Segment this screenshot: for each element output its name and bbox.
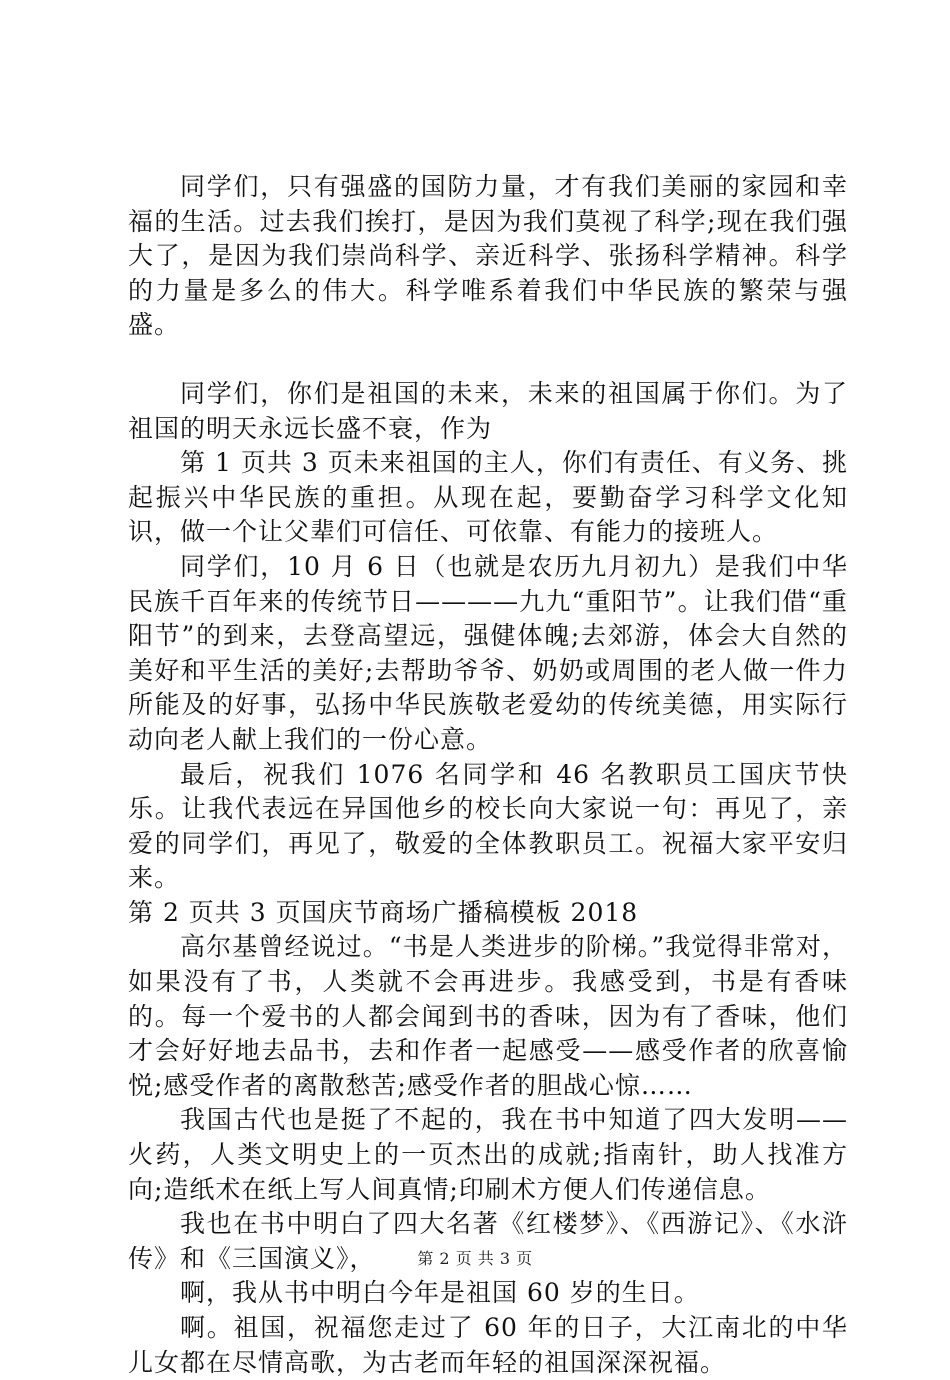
paragraph-national-defense: 同学们，只有强盛的国防力量，才有我们美丽的家园和幸福的生活。过去我们挨打，是因为我们莫视了科学;现在我们强大了，是因为我们崇尚科学、亲近科学、张扬科学精神。科学的力量是多么的伟大。科学唯系着我们中华民族的繁荣与强盛。 [128, 172, 848, 340]
document-body [128, 170, 848, 1380]
page-footer: 第 2 页 共 3 页 [417, 1249, 533, 1268]
paragraph-four-classics: 我也在书中明白了四大名著《红楼梦》、《西游记》、《水浒传》和《三国演义》， [128, 1209, 848, 1273]
paragraph-four-inventions: 我国古代也是挺了不起的，我在书中知道了四大发明——火药，人类文明史上的一页杰出的成就;指南针，助人找准方向;造纸术在纸上写人间真情;印刷术方便人们传递信息。 [128, 1105, 848, 1204]
paragraph-double-ninth-festival: 同学们，10 月 6 日（也就是农历九月初九）是我们中华民族千百年来的传统节日————九九“重阳节”。让我们借“重阳节”的到来，去登高望远，强健体魄;去郊游，体会大自然的美好和平生活的美好;去帮助爷爷、奶奶或周围的老人做一件力所能及的好事，弘扬中华民族敬老爱幼的传统美德，用实际行动向老人献上我们的一份心意。 [128, 551, 848, 754]
paragraph-future-of-motherland: 同学们，你们是祖国的未来，未来的祖国属于你们。为了祖国的明天永远长盛不衰，作为 [128, 378, 848, 443]
paragraph-blessing-motherland: 啊。祖国，祝福您走过了 60 年的日子，大江南北的中华儿女都在尽情高歌，为古老而年轻的祖国深深祝福。 [128, 1313, 848, 1377]
paragraph-national-day-wishes: 最后，祝我们 1076 名同学和 46 名教职员工国庆节快乐。让我代表远在异国他乡的校长向大家说一句：再见了，亲爱的同学们，再见了，敬爱的全体教职员工。祝福大家平安归来。 [128, 759, 848, 893]
paragraph-page-1-continuation: 第 1 页共 3 页未来祖国的主人，你们有责任、有义务、挑起振兴中华民族的重担。从现在起，要勤奋学习科学文化知识，做一个让父辈们可信任、可依靠、有能力的接班人。 [128, 448, 848, 547]
paragraph-gorky-books: 高尔基曾经说过。“书是人类进步的阶梯。”我觉得非常对，如果没有了书，人类就不会再进步。我感受到，书是有香味的。每一个爱书的人都会闻到书的香味，因为有了香味，他们才会好好地去品书，去和作者一起感受——感受作者的欣喜愉悦;感受作者的离散愁苦;感受作者的胆战心惊…… [128, 932, 848, 1100]
paragraph-page-2-marker: 第 2 页共 3 页国庆节商场广播稿模板 2018 [128, 897, 639, 927]
paragraph-60th-birthday: 啊，我从书中明白今年是祖国 60 岁的生日。 [180, 1278, 700, 1308]
